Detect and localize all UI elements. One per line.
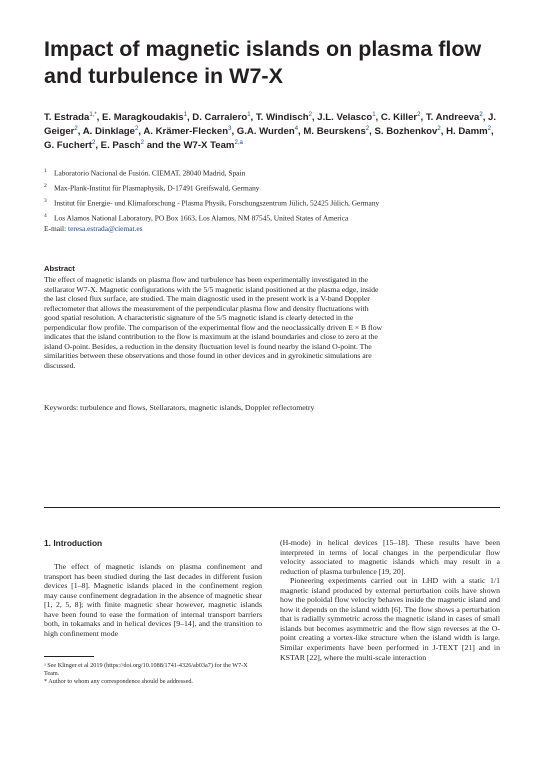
author bbox=[83, 126, 139, 137]
abstract-heading: Abstract bbox=[44, 264, 75, 273]
author-affiliation-mark[interactable]: 2 bbox=[140, 139, 145, 146]
footnote-divider bbox=[44, 656, 94, 657]
author-affiliation-mark[interactable]: 2 bbox=[91, 139, 96, 146]
email-label: E-mail: bbox=[44, 224, 67, 233]
author bbox=[102, 112, 187, 123]
body-column-right bbox=[280, 538, 500, 662]
footnotes bbox=[44, 662, 262, 686]
author-affiliation-mark[interactable]: 2 bbox=[487, 125, 491, 132]
section-title: Introduction bbox=[53, 538, 103, 548]
footnote-corresponding: * Author to whom any correspondence should be addressed. bbox=[44, 678, 193, 685]
affiliation-number: 2 bbox=[44, 183, 47, 190]
author-affiliation-mark[interactable]: 2 bbox=[437, 125, 441, 132]
author-affiliation-mark[interactable]: 2 bbox=[134, 125, 139, 132]
section-divider bbox=[44, 507, 500, 508]
affiliation-number: 4 bbox=[44, 213, 47, 220]
author-name: A. Krämer-Flecken bbox=[143, 125, 229, 137]
author bbox=[303, 126, 369, 137]
author bbox=[143, 126, 231, 137]
section-heading bbox=[44, 538, 102, 548]
author-name: and the W7-X Team bbox=[146, 139, 235, 151]
author-name: H. Damm bbox=[446, 125, 488, 137]
author-name: M. Beurskens bbox=[303, 125, 366, 137]
affiliation-text: Max-Plank-Institut für Plasmaphysik, D-17491 Greifswald, Germany bbox=[54, 183, 260, 193]
author bbox=[44, 140, 95, 151]
body-paragraph: The effect of magnetic islands on plasma confinement and transport has been studied during the last decades in different fusion devices [1–8]. Magnetic islands placed in the confinement region may cause confinement degradation in the absence of magnetic shear [1, 2, 5, 8]; with finite magnetic shear however, magnetic islands have been found to ease the formation of internal transport barriers both, in tokamaks and in helical devices [9–14], and the transition to high confinement mode bbox=[44, 562, 262, 638]
author-affiliation-mark[interactable]: 1 bbox=[183, 112, 187, 118]
affiliation bbox=[44, 167, 424, 178]
author-affiliation-mark[interactable]: 2 bbox=[365, 125, 370, 132]
section-number: 1. bbox=[44, 538, 51, 548]
affiliation-number: 3 bbox=[44, 198, 47, 205]
author bbox=[256, 112, 312, 123]
author-affiliation-mark[interactable]: 2,a bbox=[234, 139, 243, 146]
author-list: T. Estrada$^{1,*}$, E. Maragkoudakis$^1$, D. Carralero$^1$, T. Windisch$^2$, J.L. Velasco$^1$, C. Killer$^2$, T. Andreeva$^2$, J. Geiger$^2$, A. Dinklage$^2$, A. Krämer-Flecken$^3$, G.A. Wurden$^4$, M. Beurskens$^2$, S. Bozhenkov$^2$, H. Damm$^2$, G. Fuchert$^2$, E. Pasch$^2$ and the W7-X Team$^{2,a}$ bbox=[44, 112, 497, 151]
corresponding-email bbox=[44, 224, 143, 233]
author-name: C. Killer bbox=[380, 112, 418, 124]
author-name: E. Maragkoudakis bbox=[102, 112, 184, 124]
author-name: D. Carralero bbox=[192, 112, 248, 124]
author-affiliation-mark[interactable]: 2 bbox=[417, 112, 421, 118]
author bbox=[446, 126, 491, 137]
author-affiliation-mark[interactable]: 2 bbox=[308, 112, 312, 118]
author-name: T. Windisch bbox=[255, 112, 309, 124]
affiliation-text: Institut für Energie- und Klimaforschung - Plasma Physik, Forschungszentrum Jülich, 52425 Jülich, Germany bbox=[54, 198, 380, 208]
author-name: J.L. Velasco bbox=[317, 112, 373, 124]
body-paragraph: Pioneering experiments carried out in LHD with a static 1/1 magnetic island produced by external perturbation coils have shown how the poloidal flow velocity behaves inside the magnetic island and how it depends on the island width [6]. The flow shows a perturbation that is radially symmetric across the magnetic island in cases of small islands but becomes asymmetric and the flow sign reverses at the O-point creating a vortex-like structure when the island width is large. Similar experiments have been performed in J-TEXT [21] and in KSTAR [22], where the multi-scale interaction bbox=[280, 576, 500, 662]
author bbox=[44, 112, 97, 123]
abstract-text: The effect of magnetic islands on plasma flow and turbulence has been experimentally investigated in the stellarator W7-X. Magnetic configurations with the 5/5 magnetic island positioned at the plasma edge, inside the last closed flux surface, are studied. The main diagnostic used in the present work is a V-band Doppler reflectometer that allows the measurement of the perpendicular plasma flow and density fluctuations with good spatial resolution. A characteristic signature of the 5/5 magnetic island is clearly detected in the perpendicular flow profile. The comparison of the experimental flow and the neoclassically driven E × B flow indicates that the island contribution to the flow is maximum at the island boundaries and close to zero at the island O-point. Besides, a reduction in the density fluctuation level is found nearby the island O-point. The similarities between these observations and those found in other devices and in gyrokinetic simulations are discussed. bbox=[44, 275, 383, 370]
author bbox=[192, 112, 250, 123]
author-name: T. Estrada bbox=[44, 112, 90, 124]
author-affiliation-mark[interactable]: 4 bbox=[294, 125, 299, 132]
author-affiliation-mark[interactable]: 1,* bbox=[89, 112, 97, 118]
author-name: S. Bozhenkov bbox=[374, 125, 438, 137]
author bbox=[101, 140, 144, 151]
footnote-team: ᵃ See Klinger et al 2019 (https://doi.org/10.1088/1741-4326/ab03a7) for the W7-X Team. bbox=[44, 662, 248, 677]
author-affiliation-mark[interactable]: 2 bbox=[479, 112, 483, 118]
author bbox=[237, 126, 298, 137]
author bbox=[426, 112, 483, 123]
paper-title: Impact of magnetic islands on plasma flow and turbulence in W7-X bbox=[44, 37, 482, 88]
author bbox=[317, 112, 375, 123]
author bbox=[147, 140, 243, 151]
body-paragraph: (H-mode) in helical devices [15–18]. These results have been interpreted in terms of local changes in the perpendicular flow velocity associated to magnetic islands which may result in a reduction of plasma turbulence [19, 20]. bbox=[280, 538, 500, 576]
affiliation bbox=[44, 182, 424, 193]
affiliation bbox=[44, 212, 424, 223]
author-name: A. Dinklage bbox=[82, 125, 135, 137]
affiliation-text: Laboratorio Nacional de Fusión. CIEMAT, 28040 Madrid, Spain bbox=[54, 168, 246, 178]
author-name: J. Geiger bbox=[44, 112, 497, 137]
author-affiliation-mark[interactable]: 2 bbox=[74, 125, 78, 132]
author bbox=[381, 112, 421, 123]
author-name: E. Pasch bbox=[100, 139, 141, 151]
author-name: G. Fuchert bbox=[44, 139, 92, 151]
author-affiliation-mark[interactable]: 1 bbox=[247, 112, 251, 118]
body-column-left bbox=[44, 562, 262, 638]
author-name: T. Andreeva bbox=[425, 112, 480, 124]
author-affiliation-mark[interactable]: 1 bbox=[372, 112, 376, 118]
email-link[interactable]: teresa.estrada@ciemat.es bbox=[68, 224, 143, 233]
affiliation-list bbox=[44, 167, 424, 227]
affiliation bbox=[44, 197, 424, 208]
affiliation-text: Los Alamos National Laboratory, PO Box 1663, Los Alamos, NM 87545, United States of America bbox=[54, 213, 349, 223]
keywords: Keywords: turbulence and flows, Stellarators, magnetic islands, Doppler reflectometry bbox=[44, 403, 315, 412]
author bbox=[374, 126, 440, 137]
affiliation-number: 1 bbox=[44, 168, 47, 174]
author-name: G.A. Wurden bbox=[236, 125, 295, 137]
author-affiliation-mark[interactable]: 3 bbox=[228, 125, 232, 132]
